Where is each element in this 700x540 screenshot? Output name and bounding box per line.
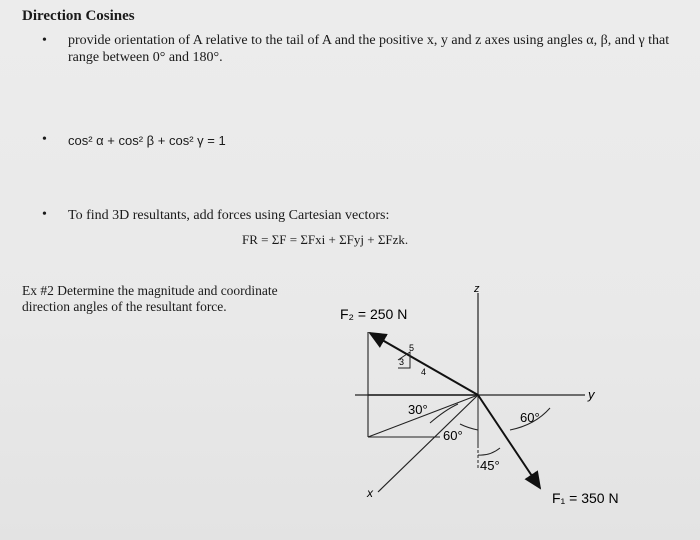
axis-label-x: x	[367, 486, 373, 500]
angle-arc-45	[478, 448, 500, 455]
axis-label-y: y	[588, 387, 595, 402]
bullet-text-resultants: To find 3D resultants, add forces using Cartesian vectors:	[68, 208, 390, 223]
angle-label-30: 30°	[408, 402, 428, 417]
triangle-label-3: 3	[399, 357, 405, 367]
f2-label: F₂ = 250 N	[340, 306, 408, 322]
angle-label-60: 60°	[443, 428, 463, 443]
angle-arc-60	[460, 424, 478, 430]
angle-label-45: 45°	[480, 458, 500, 473]
page-title: Direction Cosines	[22, 8, 135, 24]
f1-label: F₁ = 350 N	[552, 490, 619, 506]
axis-label-z: z	[474, 283, 480, 295]
angle-arc-30	[430, 404, 458, 423]
bullet-text-orientation: provide orientation of A relative to the tail of A and the positive x, y and z axes using angles α, β, and γ that range between 0° and 180°.	[68, 33, 670, 65]
resultant-formula: FR = ΣF = ΣFxi + ΣFyj + ΣFzk.	[242, 232, 409, 247]
bullet-dot: •	[42, 132, 47, 147]
bullet-text-identity: cos² α + cos² β + cos² γ = 1	[68, 133, 226, 148]
example-statement: Ex #2 Determine the magnitude and coordinate direction angles of the resultant force.	[22, 283, 278, 314]
angle-label-60b: 60°	[520, 410, 540, 425]
triangle-label-5: 5	[409, 343, 415, 353]
bullet-dot: •	[42, 207, 47, 222]
force-f2-arrow	[370, 333, 478, 395]
force-f1-arrow	[478, 395, 540, 488]
triangle-label-4: 4	[421, 367, 427, 377]
bullet-dot: •	[42, 33, 47, 48]
x-axis	[378, 395, 478, 492]
